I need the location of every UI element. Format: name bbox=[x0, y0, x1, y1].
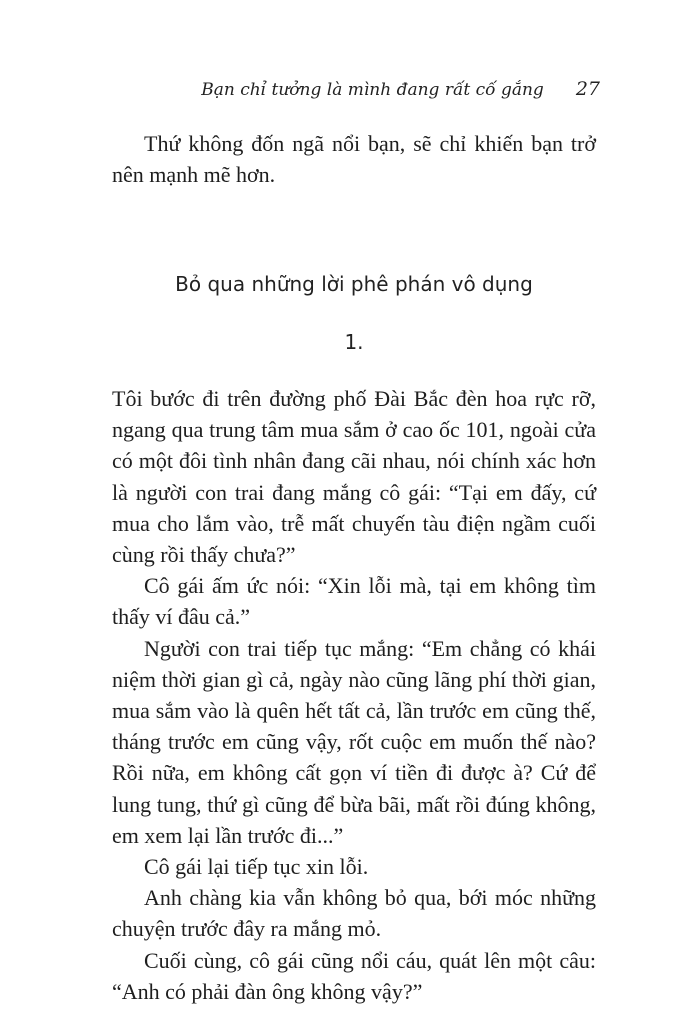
paragraph: Người con trai tiếp tục mắng: “Em chẳng có khái niệm thời gian gì cả, ngày nào cũng lãng phí thời gian, mua sắm vào là quên hết tất cả, lần trước em cũng thế, tháng trước em cũng vậy, rốt cuộc em muốn thế nào? Rồi nữa, em không cất gọn ví tiền đi được à? Cứ để lung tung, thứ gì cũng để bừa bãi, mất rồi đúng không, em xem lại lần trước đi...” bbox=[112, 635, 596, 848]
body-text bbox=[112, 383, 596, 1007]
paragraph: Anh chàng kia vẫn không bỏ qua, bới móc những chuyện trước đây ra mắng mỏ. bbox=[112, 885, 596, 942]
paragraph: Cuối cùng, cô gái cũng nổi cáu, quát lên một câu: “Anh có phải đàn ông không vậy?” bbox=[112, 947, 596, 1004]
intro-paragraph: Thứ không đốn ngã nổi bạn, sẽ chỉ khiến bạn trở nên mạnh mẽ hơn. bbox=[112, 131, 596, 188]
section-heading: Bỏ qua những lời phê phán vô dụng bbox=[175, 272, 533, 296]
paragraph: Tôi bước đi trên đường phố Đài Bắc đèn hoa rực rỡ, ngang qua trung tâm mua sắm ở cao ốc 101, ngoài cửa có một đôi tình nhân đang cãi nhau, nói chính xác hơn là người con trai đang mắng cô gái: “Tại em đấy, cứ mua cho lắm vào, trễ mất chuyến tàu điện ngầm cuối cùng rồi thấy chưa?” bbox=[112, 386, 596, 568]
paragraph: Cô gái lại tiếp tục xin lỗi. bbox=[144, 854, 369, 880]
intro-block bbox=[112, 128, 596, 190]
running-header bbox=[0, 78, 600, 100]
running-title: Bạn chỉ tưởng là mình đang rất cố gắng bbox=[201, 80, 544, 100]
section-number: 1. bbox=[344, 330, 364, 354]
page-number: 27 bbox=[575, 78, 600, 100]
paragraph: Cô gái ấm ức nói: “Xin lỗi mà, tại em không tìm thấy ví đâu cả.” bbox=[112, 573, 596, 630]
